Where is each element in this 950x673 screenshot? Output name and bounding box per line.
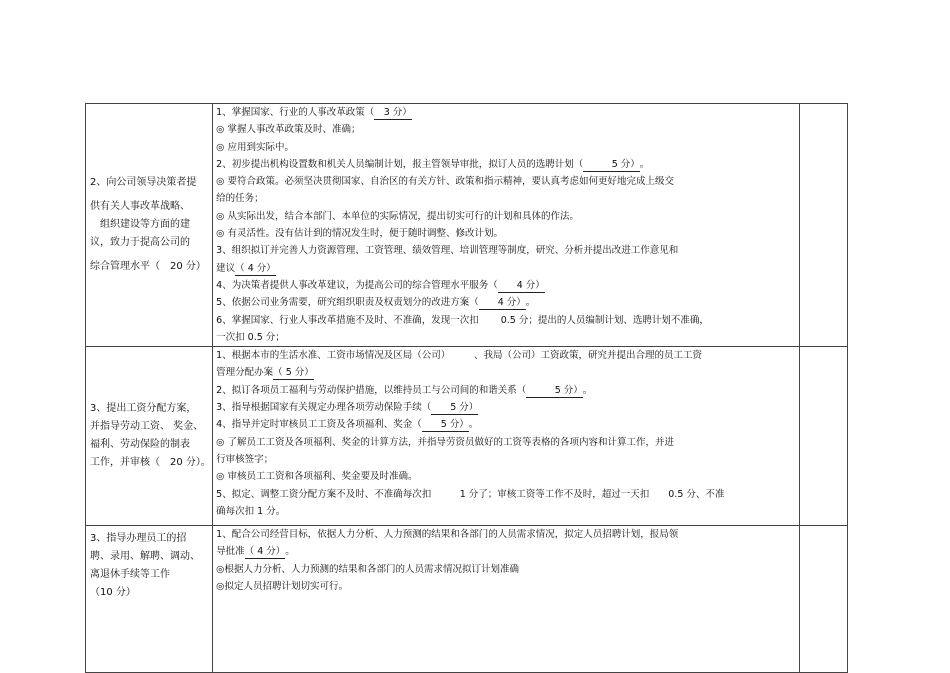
criteria-text: ◎拟定人员招聘计划切实可行。 xyxy=(216,581,348,593)
criteria-text: 。 xyxy=(468,419,479,431)
criteria-text: 行审核签字； xyxy=(216,453,274,465)
criteria-text: 1、配合公司经营目标，依据人力分析、人力预测的结果和各部门的人员需求情况，拟定人员招聘计划，报局领 xyxy=(216,529,679,541)
criteria-text: ◎ 掌握人事改革政策及时、准确； xyxy=(216,124,361,136)
table-row xyxy=(86,526,848,673)
criteria-line xyxy=(216,312,796,329)
criteria-line xyxy=(216,294,796,311)
table-row xyxy=(86,347,848,526)
criteria-text: 建议 xyxy=(216,262,236,274)
score-cell xyxy=(799,526,847,673)
score-value: 5 分） xyxy=(526,384,583,396)
criteria-text: ◎ 应用到实际中。 xyxy=(216,141,294,153)
assessment-table xyxy=(85,103,848,673)
criteria-text: 4、为决策者提供人事改革建议，为提高公司的综合管理水平服务（ xyxy=(216,279,498,291)
criteria-cell xyxy=(213,526,800,673)
criteria-line xyxy=(216,416,796,433)
criteria-line xyxy=(216,208,796,225)
score-value: 5 分） xyxy=(421,419,469,431)
criteria-line xyxy=(216,578,796,595)
duty-line: 3、指导办理员工的招 xyxy=(90,533,187,545)
score-value: 4 分） xyxy=(478,297,526,309)
score-value: （ 5 分） xyxy=(273,367,314,379)
duty-cell xyxy=(86,526,213,673)
duty-line: 并指导劳动工资、 奖金、 xyxy=(90,421,204,433)
criteria-text: 。 xyxy=(639,158,650,170)
criteria-text: 一次扣 0.5 分； xyxy=(216,331,285,343)
criteria-text: ◎ 从实际出发，结合本部门、本单位的实际情况，提出切实可行的计划和具体的作法。 xyxy=(216,210,579,222)
criteria-line xyxy=(216,526,796,543)
criteria-text: 确每次扣 1 分。 xyxy=(216,505,286,517)
criteria-line xyxy=(216,486,796,503)
duty-cell xyxy=(86,347,213,526)
criteria-line xyxy=(216,277,796,294)
criteria-line xyxy=(216,173,796,190)
criteria-line xyxy=(216,121,796,138)
criteria-text: 6、掌握国家、行业人事改革措施不及时、不准确，发现一次扣 0.5 分；提出的人员编制计划、选聘计划不准确， xyxy=(216,314,709,326)
criteria-line xyxy=(216,434,796,451)
criteria-text: 3、指导根据国家有关规定办理各项劳动保险手续（ xyxy=(216,402,432,414)
criteria-line xyxy=(216,347,796,364)
criteria-line xyxy=(216,451,796,468)
criteria-text: 1、掌握国家、行业的人事改革政策（ xyxy=(216,107,375,118)
duty-line: 议，致力于提高公司的 xyxy=(90,237,190,249)
criteria-text: ◎ 有灵活性。没有估计到的情况发生时，便于随时调整、修改计划。 xyxy=(216,228,503,240)
criteria-text: 2、拟订各项员工福利与劳动保护措施，以维持员工与公司间的和谐关系（ xyxy=(216,384,527,396)
duty-cell xyxy=(86,104,213,347)
criteria-cell xyxy=(213,104,800,347)
criteria-line xyxy=(216,156,796,173)
criteria-text: ◎ 审核员工工资和各项福利、奖金要及时准确。 xyxy=(216,471,418,483)
criteria-text: ◎ 要符合政策。必须坚决贯彻国家、自治区的有关方针、政策和指示精神，要认真考虑如何更好地完成上级交 xyxy=(216,176,674,188)
criteria-line xyxy=(216,104,796,121)
criteria-line xyxy=(216,382,796,399)
criteria-line xyxy=(216,364,796,381)
duty-line: 组织建设等方面的建 xyxy=(100,219,190,231)
criteria-text: 2、初步提出机构设置数和机关人员编制计划，报主管领导审批，拟订人员的选聘计划（ xyxy=(216,158,584,170)
score-value: 4 分） xyxy=(497,279,545,291)
criteria-text: 。 xyxy=(285,546,295,558)
criteria-text: 。 xyxy=(525,297,536,309)
criteria-text: 1、根据本市的生活水准、工资市场情况及区局（公司） 、我局（公司）工资政策，研究并提出合理的员工工资 xyxy=(216,350,702,362)
criteria-text: 3、组织拟订并完善人力资源管理、工资管理、绩效管理、培训管理等制度，研究、分析并提出改进工作意见和 xyxy=(216,245,679,257)
duty-line: 聘、录用、解聘、调动、 xyxy=(90,551,200,563)
criteria-text: 。 xyxy=(582,384,593,396)
score-value: 5 分） xyxy=(583,158,640,170)
table-row xyxy=(86,104,848,347)
duty-line: 综合管理水平（ 20 分） xyxy=(90,261,206,273)
criteria-text: ◎根据人力分析、人力预测的结果和各部门的人员需求情况拟订计划准确 xyxy=(216,563,519,575)
duty-line: （10 分） xyxy=(90,587,136,599)
criteria-line xyxy=(216,260,796,277)
duty-line: 2、向公司领导决策者提 xyxy=(90,177,197,189)
criteria-cell xyxy=(213,347,800,526)
score-cell xyxy=(799,104,847,347)
criteria-line xyxy=(216,242,796,259)
criteria-line xyxy=(216,139,796,156)
score-value: 5 分） xyxy=(431,402,479,414)
criteria-line xyxy=(216,543,796,560)
criteria-text: ◎ 了解员工工资及各项福利、奖金的计算方法，并指导劳资员做好的工资等表格的各项内容和计算工作，并进 xyxy=(216,436,674,448)
criteria-line xyxy=(216,225,796,242)
criteria-text: 管理分配办案 xyxy=(216,367,274,379)
criteria-text: 导批准 xyxy=(216,546,245,558)
criteria-line xyxy=(216,190,796,207)
criteria-line xyxy=(216,399,796,416)
score-cell xyxy=(799,347,847,526)
score-value: （ 4 分） xyxy=(244,546,286,558)
score-value: 3 分） xyxy=(374,107,412,118)
criteria-line xyxy=(216,468,796,485)
criteria-line xyxy=(216,329,796,346)
duty-line: 工作，并审核（ 20 分）。 xyxy=(90,457,211,469)
duty-line: 3、提出工资分配方案， xyxy=(90,403,197,415)
criteria-line xyxy=(216,503,796,520)
duty-line: 福利、劳动保险的制表 xyxy=(90,439,190,451)
criteria-text: 4、指导并定时审核员工工资及各项福利、奖金（ xyxy=(216,419,422,431)
criteria-line xyxy=(216,561,796,578)
score-value: （ 4 分） xyxy=(235,262,276,274)
criteria-text: 给的任务； xyxy=(216,193,264,205)
duty-line: 离退休手续等工作 xyxy=(90,569,170,581)
duty-line: 供有关人事改革战略、 xyxy=(90,201,190,213)
criteria-text: 5、依据公司业务需要，研究组织职责及权责划分的改进方案（ xyxy=(216,297,479,309)
criteria-text: 5、拟定、调整工资分配方案不及时、不准确每次扣 1 分了；审核工资等工作不及时，超过一天扣 0.5 分、不准 xyxy=(216,488,725,500)
